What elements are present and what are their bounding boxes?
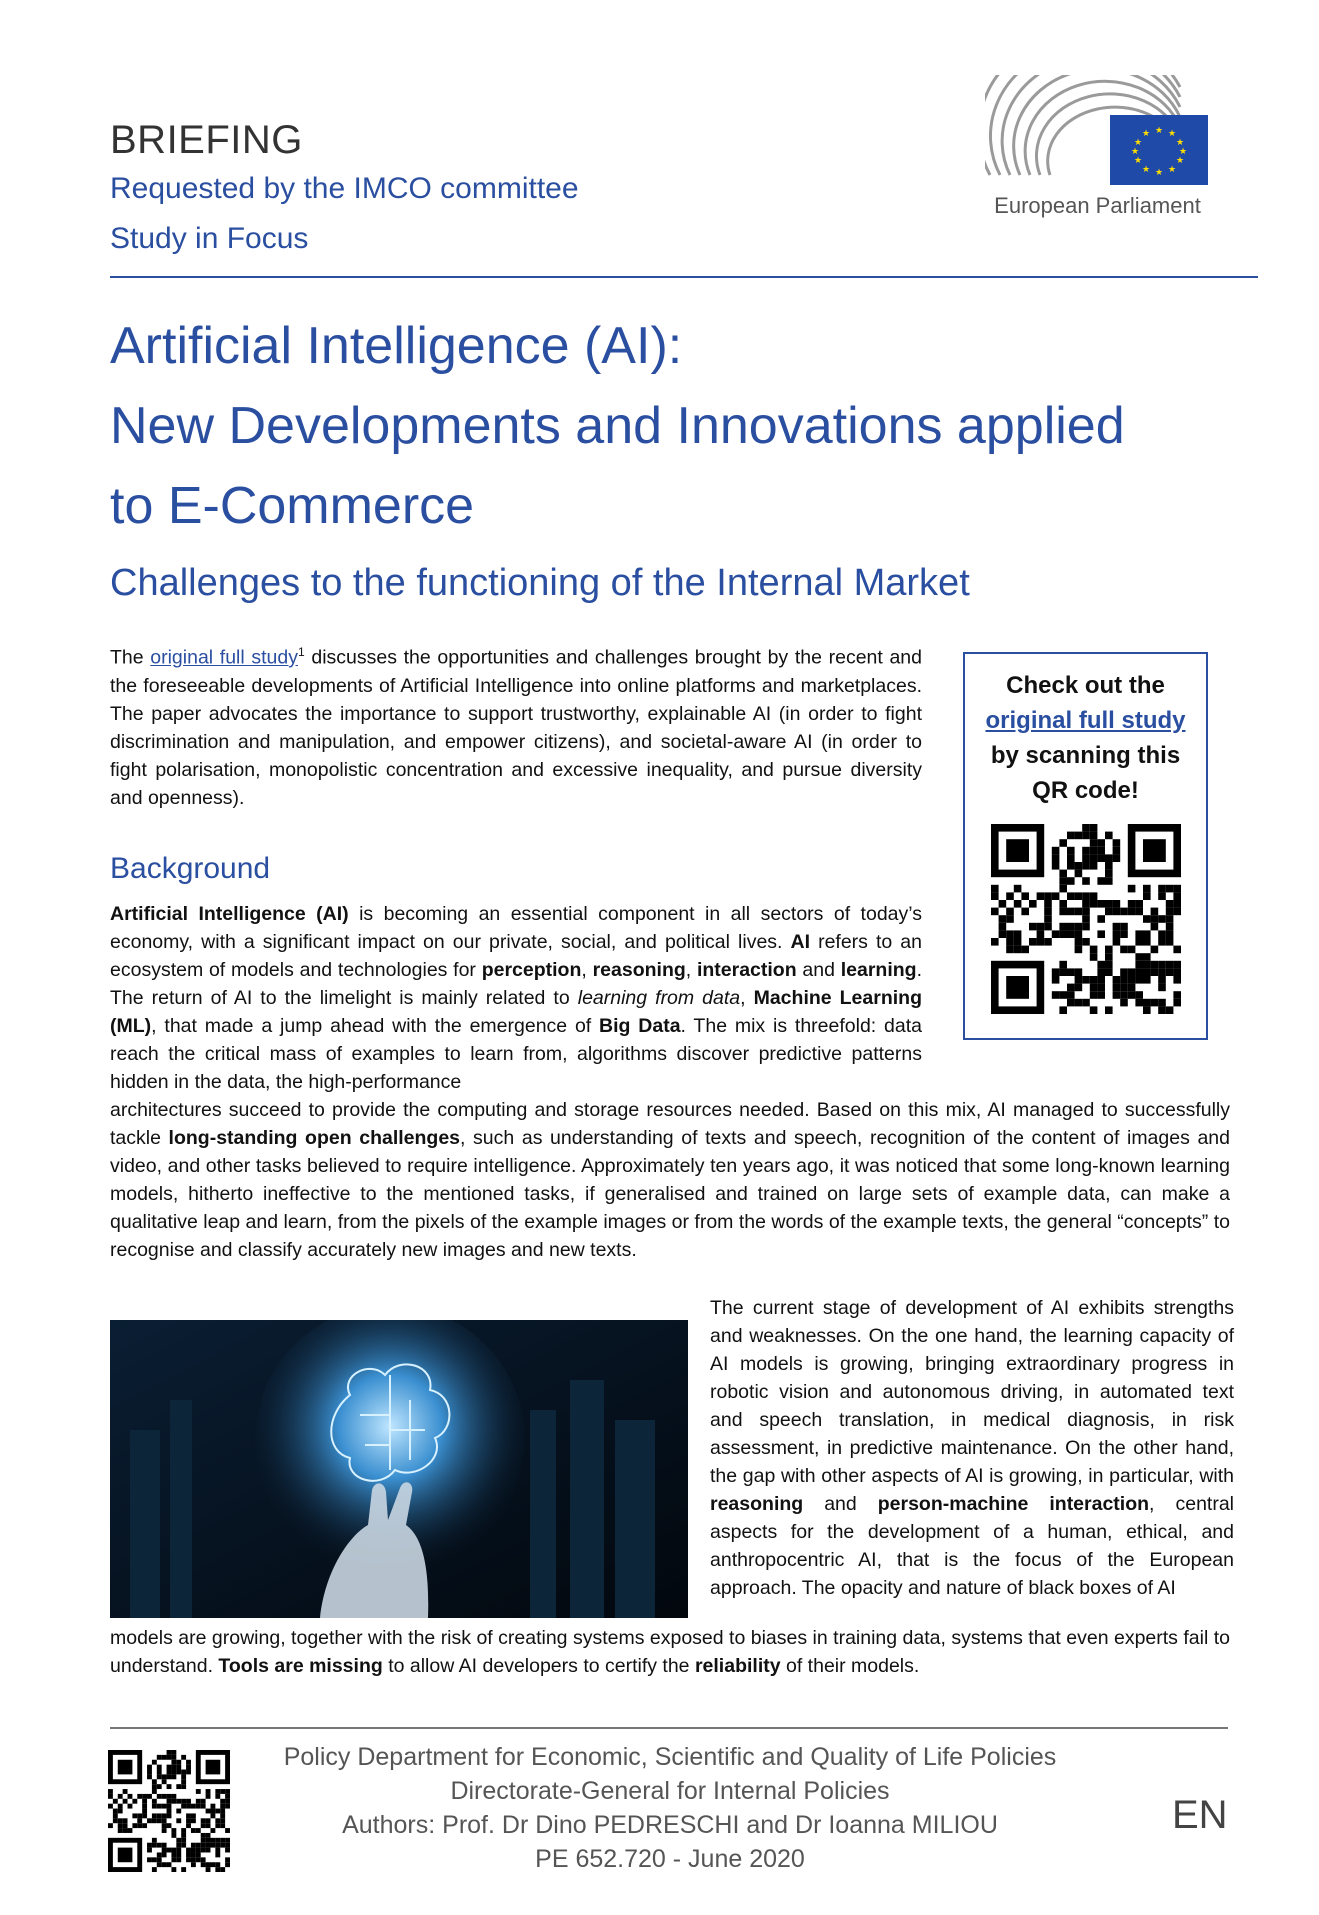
document-title <box>110 306 1260 546</box>
title-line: to E-Commerce <box>110 477 475 535</box>
current-stage-paragraph-tail <box>110 1624 1230 1680</box>
background-heading: Background <box>110 852 271 885</box>
background-paragraph-1 <box>110 900 922 1096</box>
text-run: . The return of AI to the limelight is mainly related to <box>110 959 922 1009</box>
header-divider <box>110 276 1258 278</box>
text-run: , <box>581 959 593 981</box>
intro-paragraph <box>110 638 922 812</box>
title-line: Artificial Intelligence (AI): <box>110 317 683 375</box>
intro-text: discusses the opportunities and challenges brought by the recent and the foreseeable developments of Artificial Intelligence into online platforms and marketplaces. The paper advocates the importance to support trustworthy, explainable AI (in order to fight discrimination and manipulation, and empower citizens), and societal-aware AI (in order to fight polarisation, monopolistic concentration and excessive inequality, and pursue diversity and openness). <box>110 646 922 809</box>
logo-label: European Parliament <box>994 193 1201 218</box>
text-run: learning from data <box>577 987 741 1009</box>
footer-reference: PE 652.720 - June 2020 <box>535 1845 805 1873</box>
text-run: architectures succeed to provide the computing and storage resources needed. Based on this mix, AI managed to successfully tackle <box>110 1099 1230 1149</box>
text-run: , <box>685 959 697 981</box>
text-run: interaction <box>696 959 797 981</box>
qr-callout-text <box>965 668 1206 808</box>
document-subtitle: Challenges to the functioning of the Internal Market <box>110 562 970 604</box>
text-run: Artificial Intelligence (AI) <box>110 903 349 925</box>
text-run: to allow AI developers to certify the <box>382 1655 695 1677</box>
text-run: refers to an ecosystem of models and technologies for <box>110 931 922 981</box>
svg-text:★: ★ <box>1175 156 1185 166</box>
text-run: person-machine interaction <box>877 1493 1150 1515</box>
intro-lead: The <box>110 646 151 669</box>
footer-info <box>250 1740 1090 1876</box>
text-run: and <box>796 959 841 981</box>
text-run: learning <box>840 959 917 981</box>
text-run: , such as understanding of texts and speech, recognition of the content of images and video, and other tasks believed to require intelligence. Approximately ten years ago, it was noticed that some long-known learning models, hitherto ineffective to the mentioned tasks, if generalised and trained on large sets of example data, can make a qualitative leap and learn, from the pixels of the example images or from the words of the example texts, the general “concepts” to recognise and classify accurately new images and new texts. <box>110 1127 1230 1261</box>
language-code: EN <box>1172 1793 1228 1837</box>
footer-authors: Authors: Prof. Dr Dino PEDRESCHI and Dr Ioanna MILIOU <box>342 1811 998 1839</box>
text-run: Big Data <box>599 1015 681 1037</box>
svg-text:★: ★ <box>1133 138 1143 148</box>
footer-divider <box>110 1727 1228 1729</box>
svg-text:★: ★ <box>1167 129 1177 139</box>
qr-callout-box <box>963 652 1208 1040</box>
svg-text:★: ★ <box>1167 165 1177 175</box>
hemicycle-icon <box>985 75 1210 190</box>
title-line: New Developments and Innovations applied <box>110 397 1125 455</box>
text-run: perception <box>481 959 582 981</box>
doc-type-label: BRIEFING <box>110 118 303 162</box>
footer-qr-code-icon[interactable] <box>108 1750 230 1872</box>
text-run: long-standing open challenges <box>168 1127 461 1149</box>
svg-text:★: ★ <box>1178 147 1188 157</box>
requested-by-label: Requested by the IMCO committee <box>110 172 579 205</box>
qr-callout-line: by scanning this <box>990 742 1181 769</box>
svg-text:★: ★ <box>1175 138 1185 148</box>
european-parliament-logo <box>985 75 1210 225</box>
qr-callout-link[interactable]: original full study <box>985 707 1186 734</box>
text-run: The current stage of development of AI exhibits strengths and weaknesses. On the one hand, the learning capacity of AI models is growing, bringing extraordinary progress in robotic vision and autonomous driving, in automated text and speech translation, in medical diagnosis, in risk assessment, in predictive maintenance. On the other hand, the gap with other aspects of AI is growing, in particular, with <box>710 1297 1234 1487</box>
footnote-ref: 1 <box>298 645 305 659</box>
footer-department: Policy Department for Economic, Scientific and Quality of Life Policies <box>283 1743 1057 1771</box>
text-run: AI <box>790 931 811 953</box>
text-run: , central aspects for the development of a human, ethical, and anthropocentric AI, that is the focus of the European approach. The opacity and nature of black boxes of AI <box>710 1493 1234 1599</box>
text-run: reliability <box>694 1655 781 1677</box>
text-run: reasoning <box>710 1493 804 1515</box>
ai-brain-hand-image <box>110 1320 688 1618</box>
text-run: Machine Learning (ML) <box>110 987 922 1037</box>
svg-text:★: ★ <box>1154 126 1164 136</box>
text-run: of their models. <box>780 1655 920 1677</box>
text-run: . The mix is threefold: data reach the critical mass of examples to learn from, algorithms discover predictive patterns hidden in the data, the high-performance <box>110 1015 922 1093</box>
text-run: , that made a jump ahead with the emergence of <box>151 1015 600 1037</box>
background-paragraph-2 <box>110 1096 1230 1264</box>
qr-callout-line: QR code! <box>1032 777 1139 804</box>
text-run: models are growing, together with the risk of creating systems exposed to biases in training data, systems that even experts fail to understand. <box>110 1627 1230 1677</box>
svg-text:★: ★ <box>1141 165 1151 175</box>
text-run: Tools are missing <box>218 1655 383 1677</box>
study-in-focus-label: Study in Focus <box>110 222 309 255</box>
svg-text:★: ★ <box>1133 156 1143 166</box>
text-run: and <box>803 1493 878 1515</box>
qr-code-icon[interactable] <box>991 824 1181 1014</box>
qr-callout-line: Check out the <box>1006 672 1165 699</box>
footer-directorate: Directorate-General for Internal Policies <box>450 1777 890 1805</box>
text-run: , <box>740 987 754 1009</box>
svg-text:★: ★ <box>1130 147 1140 157</box>
text-run: reasoning <box>592 959 686 981</box>
original-study-link[interactable]: original full study <box>150 646 298 669</box>
svg-text:★: ★ <box>1154 168 1164 178</box>
current-stage-paragraph <box>710 1294 1234 1602</box>
svg-text:★: ★ <box>1141 129 1151 139</box>
text-run: is becoming an essential component in all sectors of today’s economy, with a significant impact on our private, social, and political lives. <box>110 903 922 953</box>
